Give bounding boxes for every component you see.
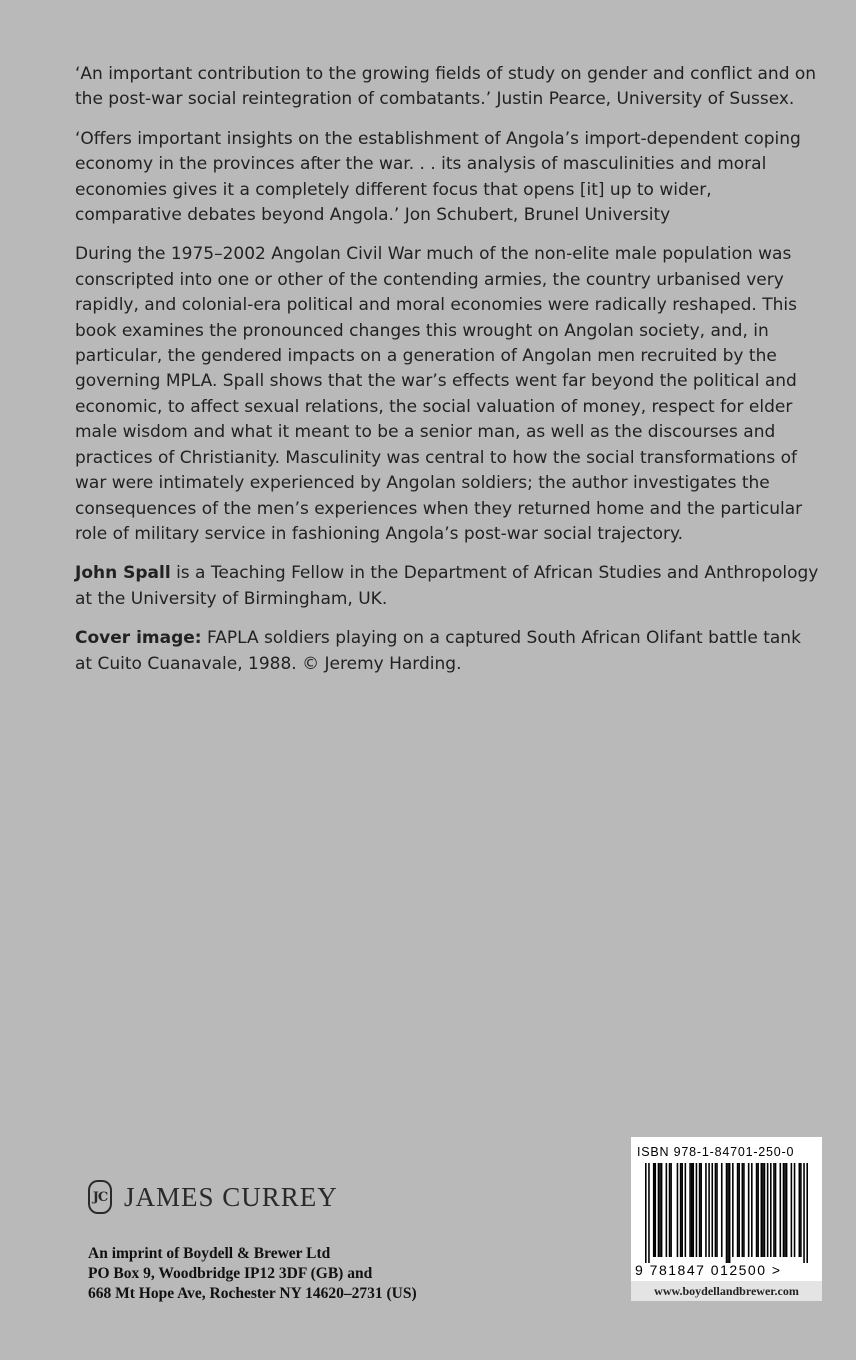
barcode-bar bbox=[794, 1163, 796, 1257]
review-quote-pearce: ‘An important contribution to the growing fields of study on gender and conflict and on the post-war social reintegration of combatants.’ Justin Pearce, University of Sussex. bbox=[75, 64, 817, 110]
barcode-bar bbox=[692, 1163, 694, 1257]
barcode-bar bbox=[764, 1163, 766, 1257]
barcode-bar bbox=[761, 1163, 763, 1257]
address-line: 668 Mt Hope Ave, Rochester NY 14620–2731 (US) bbox=[88, 1285, 417, 1302]
barcode-bar bbox=[661, 1163, 663, 1257]
barcode-bar bbox=[743, 1163, 745, 1257]
barcode-bar bbox=[757, 1163, 759, 1257]
barcode-bar bbox=[751, 1163, 753, 1257]
barcode-bar bbox=[727, 1163, 729, 1263]
cover-credit-label: Cover image: bbox=[75, 628, 202, 649]
barcode-bar bbox=[748, 1163, 750, 1257]
barcode-bar bbox=[780, 1163, 782, 1257]
address-line: PO Box 9, Woodbridge IP12 3DF (GB) and bbox=[88, 1265, 373, 1282]
barcode-bar bbox=[680, 1163, 682, 1257]
barcode-bar bbox=[762, 1163, 764, 1257]
barcode-bar bbox=[775, 1163, 777, 1257]
publisher-name: JAMES CURREY bbox=[124, 1181, 338, 1212]
barcode-bar bbox=[677, 1163, 679, 1257]
barcode-bar bbox=[800, 1163, 802, 1257]
barcode-bar bbox=[648, 1163, 650, 1263]
barcode-bar bbox=[783, 1163, 785, 1257]
barcode-bar bbox=[658, 1163, 660, 1257]
barcode-bar bbox=[659, 1163, 661, 1257]
isbn-barcode bbox=[631, 1137, 822, 1281]
barcode-bar bbox=[681, 1163, 683, 1257]
publisher-logo bbox=[88, 1180, 338, 1214]
cover-credit-text: FAPLA soldiers playing on a captured South African Olifant battle tank at Cuito Cuanavale, 1988. © Jeremy Harding. bbox=[75, 628, 801, 674]
barcode-bar bbox=[715, 1163, 717, 1257]
barcode-bar bbox=[670, 1163, 672, 1257]
barcode-digits: 9 781847 012500 > bbox=[635, 1262, 782, 1278]
barcode-bar bbox=[655, 1163, 657, 1257]
author-name: John Spall bbox=[75, 563, 171, 584]
barcode-bar bbox=[784, 1163, 786, 1257]
barcode-bar bbox=[700, 1163, 702, 1257]
publisher-address bbox=[88, 1244, 417, 1304]
barcode-bar bbox=[803, 1163, 805, 1263]
cover-credit bbox=[75, 626, 820, 677]
barcode-bar bbox=[737, 1163, 739, 1257]
barcode-bar bbox=[806, 1163, 808, 1263]
barcode-bar bbox=[708, 1163, 710, 1257]
barcode-bar bbox=[742, 1163, 744, 1257]
barcode-bar bbox=[756, 1163, 758, 1257]
publisher-website: www.boydellandbrewer.com bbox=[631, 1281, 822, 1301]
barcode-bar bbox=[705, 1163, 707, 1257]
barcode-bar bbox=[696, 1163, 698, 1257]
barcode-bar bbox=[645, 1163, 647, 1263]
barcode-bar bbox=[685, 1163, 687, 1257]
back-cover-text bbox=[75, 62, 820, 691]
review-quote-schubert: ‘Offers important insights on the establishment of Angola’s import-dependent coping economy in the provinces after the war. . . its analysis of masculinities and moral economies gives it a completely different focus that opens [it] up to wider, comparative debates beyond Angola.’ Jon Schubert, Brunel University bbox=[75, 128, 801, 226]
barcode-bar bbox=[691, 1163, 693, 1257]
barcode-bar bbox=[770, 1163, 772, 1257]
barcode-bar bbox=[689, 1163, 691, 1257]
barcode-bar bbox=[773, 1163, 775, 1257]
isbn-label: ISBN 978-1-84701-250-0 bbox=[637, 1145, 795, 1159]
barcode-bar bbox=[726, 1163, 728, 1263]
barcode-bar bbox=[653, 1163, 655, 1257]
barcode-bars bbox=[645, 1163, 808, 1263]
barcode-bar bbox=[799, 1163, 801, 1257]
barcode-bar bbox=[666, 1163, 668, 1257]
book-description: During the 1975–2002 Angolan Civil War much of the non-elite male population was conscripted into one or other of the contending armies, the country urbanised very rapidly, and colonial-era political and moral economies were radically reshaped. This book examines the pronounced changes this wrought on Angolan society, and, in particular, the gendered impacts on a generation of Angolan men recruited by the governing MPLA. Spall shows that the war’s effects went far beyond the political and economic, to affect sexual relations, the social valuation of money, respect for elder male wisdom and what it meant to be a senior man, as well as the discourses and practices of Christianity. Masculinity was central to how the social transformations of war were intimately experienced by Angolan soldiers; the author investigates the consequences of the men’s experiences when they returned home and the particular role of military service in fashioning Angola’s post-war social trajectory. bbox=[75, 244, 803, 544]
barcode-bar bbox=[716, 1163, 718, 1257]
barcode-bar bbox=[767, 1163, 769, 1257]
barcode-bar bbox=[791, 1163, 793, 1257]
barcode-bar bbox=[738, 1163, 740, 1257]
barcode-bar bbox=[721, 1163, 723, 1257]
jc-emblem-icon: JC bbox=[88, 1180, 112, 1214]
barcode-bar bbox=[711, 1163, 713, 1257]
address-line: An imprint of Boydell & Brewer Ltd bbox=[88, 1245, 331, 1262]
barcode-bar bbox=[669, 1163, 671, 1257]
author-bio bbox=[75, 561, 820, 612]
barcode-bar bbox=[699, 1163, 701, 1257]
barcode-bar bbox=[786, 1163, 788, 1257]
barcode-bar bbox=[732, 1163, 734, 1257]
author-bio-text: is a Teaching Fellow in the Department of African Studies and Anthropology at the University of Birmingham, UK. bbox=[75, 563, 819, 609]
barcode-bar bbox=[729, 1163, 731, 1263]
